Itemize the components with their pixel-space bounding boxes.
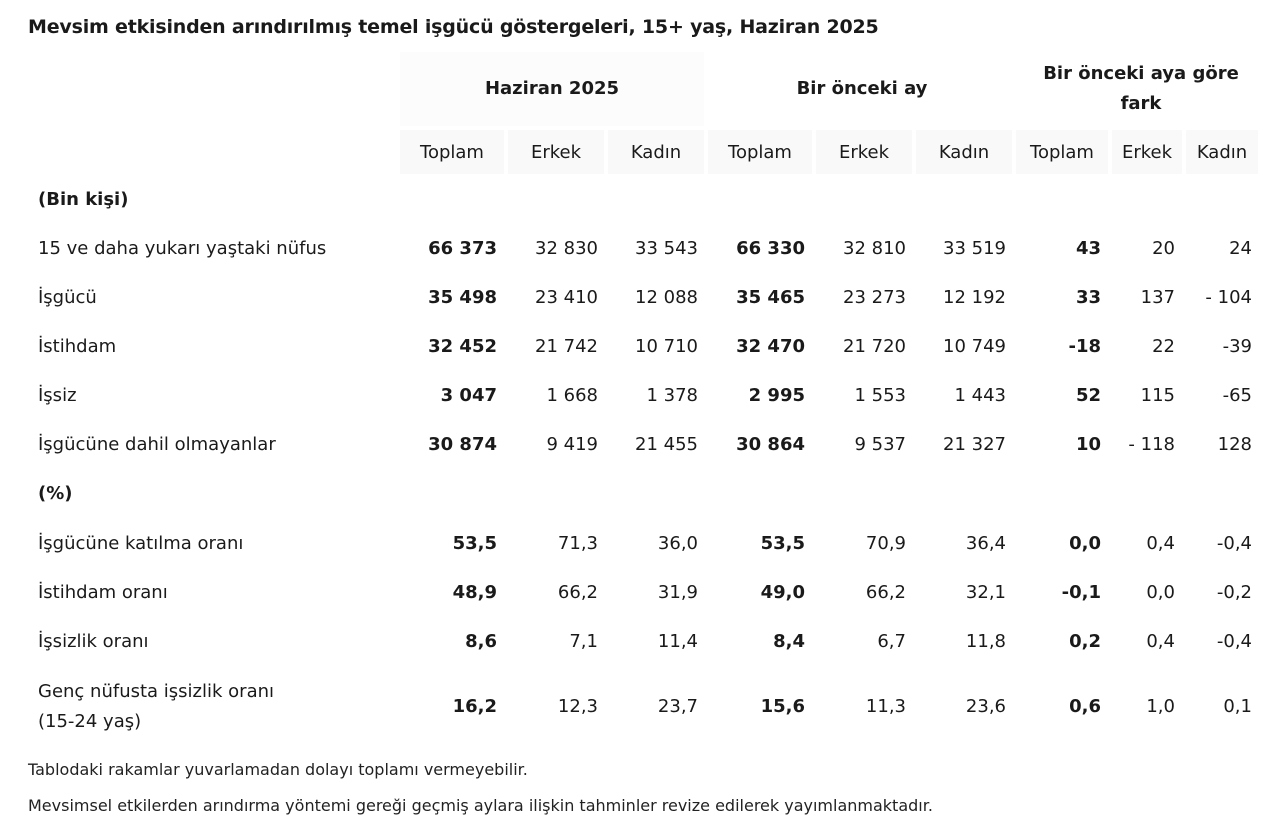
- cell: -65: [1222, 385, 1252, 406]
- subheader-kadin-1: Kadın: [608, 130, 704, 174]
- cell: 15,6: [760, 696, 805, 717]
- subheader-kadin-2: Kadın: [916, 130, 1012, 174]
- cell: 23 273: [843, 287, 906, 308]
- cell: 32 470: [736, 336, 805, 357]
- row-label: İşgücüne dahil olmayanlar: [38, 434, 276, 455]
- subheader-toplam-2: Toplam: [708, 130, 812, 174]
- row-label-line1: Genç nüfusta işsizlik oranı: [38, 681, 275, 702]
- section-label: (%): [38, 483, 73, 504]
- cell: -0,2: [1216, 582, 1252, 603]
- cell: 23,6: [965, 696, 1006, 717]
- cell: 115: [1140, 385, 1175, 406]
- row-label-line2: (15-24 yaş): [38, 711, 142, 732]
- cell: 1 668: [546, 385, 598, 406]
- cell: 12 192: [943, 287, 1006, 308]
- table-title: Mevsim etkisinden arındırılmış temel işgücü göstergeleri, 15+ yaş, Haziran 2025: [28, 16, 879, 38]
- cell: -0,4: [1216, 533, 1252, 554]
- row-label: 15 ve daha yukarı yaştaki nüfus: [38, 238, 327, 259]
- cell: 16,2: [452, 696, 497, 717]
- table-row: [0, 330, 1280, 364]
- cell: 10 710: [635, 336, 698, 357]
- cell: 12,3: [557, 696, 598, 717]
- cell: 1,0: [1146, 696, 1175, 717]
- row-label: İstihdam oranı: [38, 582, 168, 603]
- cell: 20: [1152, 238, 1175, 259]
- table-row: [0, 576, 1280, 610]
- cell: 48,9: [452, 582, 497, 603]
- cell: 49,0: [760, 582, 805, 603]
- cell: 1 443: [954, 385, 1006, 406]
- cell: 23 410: [535, 287, 598, 308]
- cell: 8,4: [773, 631, 805, 652]
- cell: 1 553: [854, 385, 906, 406]
- cell: 53,5: [452, 533, 497, 554]
- table-row: [0, 281, 1280, 315]
- cell: 21 742: [535, 336, 598, 357]
- cell: 6,7: [877, 631, 906, 652]
- cell: 137: [1140, 287, 1175, 308]
- cell: 30 864: [736, 434, 805, 455]
- subheader-toplam-3: Toplam: [1016, 130, 1108, 174]
- subheader-kadin-3: Kadın: [1186, 130, 1258, 174]
- table-row: [0, 677, 1280, 737]
- section-header-percent: [0, 477, 1280, 511]
- cell: 2 995: [748, 385, 805, 406]
- cell: 36,0: [657, 533, 698, 554]
- cell: 23,7: [657, 696, 698, 717]
- row-label: İşgücü: [38, 287, 97, 308]
- cell: 52: [1075, 385, 1101, 406]
- group-header-previous: [708, 52, 1016, 126]
- subheader-toplam-1: Toplam: [400, 130, 504, 174]
- cell: 11,4: [657, 631, 698, 652]
- cell: - 118: [1128, 434, 1175, 455]
- section-label: (Bin kişi): [38, 189, 129, 210]
- cell: 66 330: [736, 238, 805, 259]
- cell: 0,2: [1069, 631, 1101, 652]
- cell: 33 543: [635, 238, 698, 259]
- group-header-current-label: Haziran 2025: [484, 78, 620, 99]
- cell: 66 373: [428, 238, 497, 259]
- cell: 32 452: [428, 336, 497, 357]
- cell: 9 419: [546, 434, 598, 455]
- cell: 10 749: [943, 336, 1006, 357]
- cell: 0,0: [1146, 582, 1175, 603]
- footnote-rounding: Tablodaki rakamlar yuvarlamadan dolayı toplamı vermeyebilir.: [28, 760, 528, 779]
- row-label: İstihdam: [38, 336, 117, 357]
- cell: 21 455: [635, 434, 698, 455]
- cell: -18: [1068, 336, 1101, 357]
- cell: 66,2: [557, 582, 598, 603]
- cell: 32 830: [535, 238, 598, 259]
- cell: -0,1: [1061, 582, 1101, 603]
- cell: 0,4: [1146, 631, 1175, 652]
- cell: 0,1: [1223, 696, 1252, 717]
- footnote-revision: Mevsimsel etkilerden arındırma yöntemi gereği geçmiş aylara ilişkin tahminler revize edilerek yayımlanmaktadır.: [28, 796, 933, 815]
- cell: -0,4: [1216, 631, 1252, 652]
- group-header-current: [400, 52, 704, 126]
- row-label: İşgücüne katılma oranı: [38, 533, 244, 554]
- cell: 70,9: [865, 533, 906, 554]
- cell: 53,5: [760, 533, 805, 554]
- cell: 10: [1075, 434, 1101, 455]
- cell: 35 465: [736, 287, 805, 308]
- cell: 33: [1075, 287, 1101, 308]
- cell: 43: [1075, 238, 1101, 259]
- cell: 71,3: [557, 533, 598, 554]
- cell: 12 088: [635, 287, 698, 308]
- cell: 128: [1217, 434, 1252, 455]
- group-header-diff-line1: Bir önceki aya göre: [1043, 63, 1239, 84]
- table-row: [0, 379, 1280, 413]
- row-label: İşsizlik oranı: [38, 631, 149, 652]
- table-row: [0, 625, 1280, 659]
- table-row: [0, 527, 1280, 561]
- cell: 3 047: [440, 385, 497, 406]
- subheader-erkek-3: Erkek: [1112, 130, 1182, 174]
- cell: 8,6: [465, 631, 497, 652]
- cell: 35 498: [428, 287, 497, 308]
- table-row: [0, 232, 1280, 266]
- group-header-diff-line2: fark: [1120, 93, 1162, 114]
- cell: -39: [1222, 336, 1252, 357]
- row-label: İşsiz: [38, 385, 77, 406]
- table-row: [0, 428, 1280, 462]
- cell: 7,1: [569, 631, 598, 652]
- cell: 24: [1229, 238, 1252, 259]
- group-header-diff: [1016, 52, 1266, 126]
- cell: 22: [1152, 336, 1175, 357]
- cell: 30 874: [428, 434, 497, 455]
- cell: 9 537: [854, 434, 906, 455]
- cell: 33 519: [943, 238, 1006, 259]
- subheader-erkek-1: Erkek: [508, 130, 604, 174]
- cell: 31,9: [657, 582, 698, 603]
- cell: - 104: [1205, 287, 1252, 308]
- cell: 1 378: [646, 385, 698, 406]
- cell: 11,8: [965, 631, 1006, 652]
- cell: 32 810: [843, 238, 906, 259]
- section-header-thousands: [0, 183, 1280, 217]
- cell: 32,1: [965, 582, 1006, 603]
- cell: 11,3: [865, 696, 906, 717]
- cell: 0,6: [1069, 696, 1101, 717]
- group-header-previous-label: Bir önceki ay: [796, 78, 928, 99]
- row-label: [38, 677, 274, 737]
- subheader-erkek-2: Erkek: [816, 130, 912, 174]
- cell: 21 327: [943, 434, 1006, 455]
- cell: 21 720: [843, 336, 906, 357]
- cell: 36,4: [965, 533, 1006, 554]
- cell: 0,4: [1146, 533, 1175, 554]
- cell: 66,2: [865, 582, 906, 603]
- cell: 0,0: [1069, 533, 1101, 554]
